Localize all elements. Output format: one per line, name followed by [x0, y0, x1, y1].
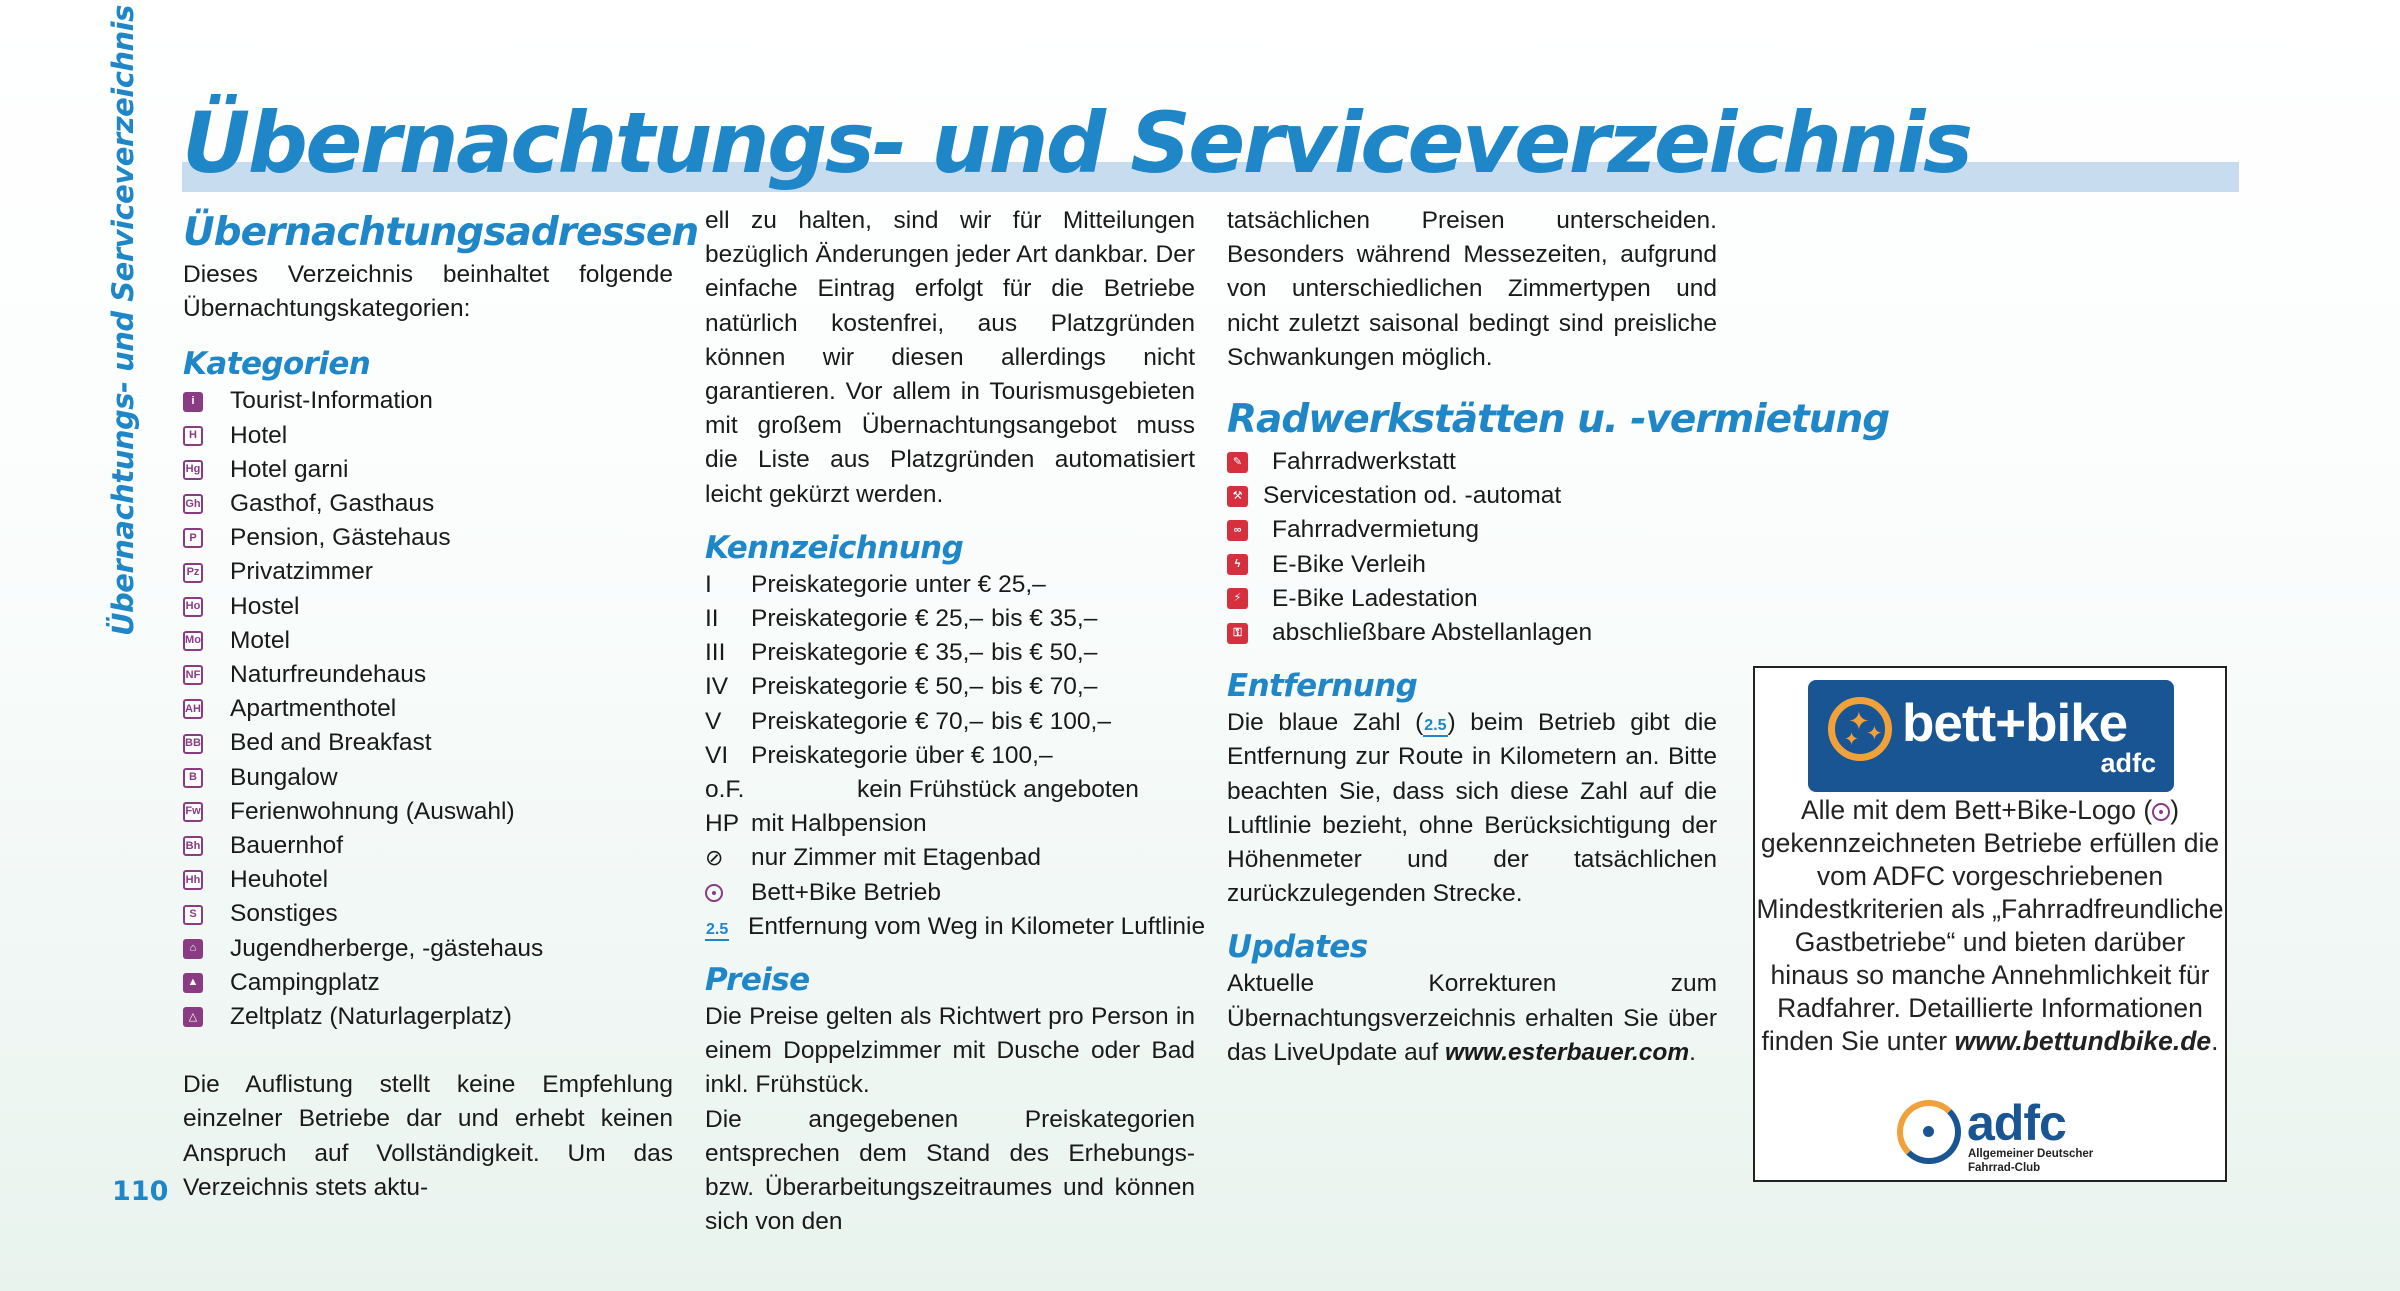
- star-icon: ✦: [1866, 723, 1883, 745]
- kategorie-item: [183, 897, 673, 931]
- preiskategorie-row: [705, 636, 1195, 670]
- row-entfernung: [705, 910, 1206, 944]
- bettundbike-link[interactable]: www.bettundbike.de: [1954, 1026, 2212, 1056]
- disclaimer-paragraph: Die Auflistung stellt keine Empfehlung einzelner Betriebe dar und erhebt keinen Anspruch auf Vollständigkeit. Um das Verzeichnis stets aktu-: [183, 1071, 673, 1201]
- kategorie-label: Bauernhof: [230, 832, 344, 860]
- distance-number-icon: 2.5: [1423, 717, 1447, 737]
- preis-code: III: [705, 639, 726, 667]
- kategorie-label: Heuhotel: [230, 866, 329, 894]
- preis-b: bis € 35,–: [991, 605, 1098, 633]
- preiskategorie-row: [705, 739, 1195, 773]
- column-2: [705, 204, 1206, 1239]
- bett-bike-symbol-icon: [2152, 803, 2170, 821]
- kategorie-label: Bed and Breakfast: [230, 729, 432, 757]
- text: Entfernung vom Weg in Kilometer Luftlinie: [748, 912, 1206, 940]
- heading-updates: Updates: [1227, 929, 1368, 966]
- rad-label: Fahrradvermietung: [1272, 516, 1479, 544]
- preiskategorie-list: [705, 568, 1195, 773]
- row-halbpension: [705, 807, 1195, 841]
- bike-lock-icon: ⚿: [1227, 623, 1248, 644]
- kategorie-label: Gasthof, Gasthaus: [230, 490, 435, 518]
- heading-radwerkstaetten: Radwerkstätten u. -vermietung: [1227, 397, 1890, 443]
- rad-label: E-Bike Verleih: [1272, 550, 1426, 578]
- apartmenthotel-icon: AH: [183, 699, 203, 719]
- adfc-logo: [1897, 1096, 2117, 1176]
- kategorie-item: [183, 624, 673, 658]
- preis-a: über € 100,–: [915, 741, 1053, 769]
- kategorie-label: Hotel garni: [230, 455, 349, 483]
- kategorie-item: [183, 521, 673, 555]
- preis-a: € 25,–: [915, 605, 984, 633]
- kategorie-label: Bungalow: [230, 763, 338, 791]
- text: nur Zimmer mit Etagenbad: [751, 844, 1042, 872]
- kategorie-label: Ferienwohnung (Auswahl): [230, 797, 515, 825]
- campingplatz-icon: ▲: [183, 973, 203, 993]
- text: kein Frühstück angeboten: [857, 776, 1139, 804]
- preis-code: II: [705, 605, 719, 633]
- preis-label: Preiskategorie: [751, 673, 908, 701]
- rad-item: [1227, 548, 1717, 582]
- kategorie-item: [183, 761, 673, 795]
- preis-code: I: [705, 570, 712, 598]
- rad-item: [1227, 445, 1717, 479]
- kategorien-list: [183, 384, 673, 1034]
- hotel-garni-icon: Hg: [183, 460, 203, 480]
- service-station-icon: ⚒: [1227, 486, 1248, 507]
- rad-label: abschließbare Abstellanlagen: [1272, 619, 1593, 647]
- preise-paragraph-1: Die Preise gelten als Richtwert pro Person in einem Doppelzimmer mit Dusche oder Bad inkl. Frühstück.: [705, 1003, 1195, 1099]
- preiskategorie-row: [705, 602, 1195, 636]
- kategorie-item: [183, 384, 673, 418]
- kategorie-label: Naturfreundehaus: [230, 661, 427, 689]
- kategorie-item: [183, 487, 673, 521]
- esterbauer-link[interactable]: www.esterbauer.com: [1444, 1038, 1690, 1066]
- logo-wordmark: bett+bike: [1902, 694, 2128, 753]
- sonstiges-icon: S: [183, 905, 203, 925]
- logo-subtitle: adfc: [2100, 748, 2156, 778]
- naturfreundehaus-icon: NF: [183, 665, 203, 685]
- column-3: [1227, 204, 1890, 1070]
- kategorie-item: [183, 692, 673, 726]
- kategorie-label: Hotel: [230, 421, 288, 449]
- kategorie-label: Zeltplatz (Naturlagerplatz): [230, 1003, 512, 1031]
- code: o.F.: [705, 776, 745, 804]
- preis-code: IV: [705, 673, 729, 701]
- preiskategorie-row: [705, 670, 1195, 704]
- kategorie-label: Privatzimmer: [230, 558, 373, 586]
- kategorie-label: Jugendherberge, -gästehaus: [230, 934, 544, 962]
- preiskategorie-row: [705, 705, 1195, 739]
- continuation-paragraph: tatsächlichen Preisen unterscheiden. Besonders während Messezeiten, aufgrund von unterschiedlichen Zimmertypen und nicht zuletzt saisonal bedingt sind preisliche Schwankungen möglich.: [1227, 207, 1717, 371]
- updates-paragraph: Aktuelle Korrekturen zum Übernachtungsverzeichnis erhalten Sie über das LiveUpdate auf www.esterbauer.com.: [1227, 970, 1717, 1066]
- preis-a: € 70,–: [915, 707, 984, 735]
- distance-number-icon: 2.5: [705, 910, 748, 944]
- tourist-info-icon: i: [183, 392, 203, 412]
- bett-bike-description: Alle mit dem Bett+Bike-Logo ( ) gekennzeichneten Betriebe erfüllen die vom ADFC vorgeschriebenen Mindestkriterien als „Fahrradfreundliche Gastbetriebe“ und bieten darüber hinaus so manche Annehmlichkeit für Radfahrer. Detaillierte Informationen finden Sie unter www.bettundbike.de.: [1756, 795, 2224, 1056]
- row-etagenbad: [705, 841, 1195, 875]
- preise-paragraph-2: Die angegebenen Preiskategorien entsprechen dem Stand des Erhebungs- bzw. Überarbeitungszeitraumes und können sich von den: [705, 1105, 1195, 1236]
- rad-label: Servicestation od. -automat: [1263, 482, 1562, 510]
- side-running-head: [96, 5, 150, 636]
- gasthof-icon: Gh: [183, 494, 203, 514]
- page-title: Übernachtungs- und Serviceverzeichnis: [182, 94, 1971, 192]
- rad-item: [1227, 479, 1717, 513]
- row-bett-bike: [705, 876, 1195, 910]
- no-shower-icon: ⊘: [705, 845, 724, 871]
- kategorie-label: Campingplatz: [230, 968, 380, 996]
- star-icon: ✦: [1844, 729, 1860, 749]
- preis-label: Preiskategorie: [751, 570, 908, 598]
- preis-label: Preiskategorie: [751, 605, 908, 633]
- kategorie-item: [183, 1000, 673, 1034]
- page-number: 110: [112, 1176, 169, 1207]
- zeltplatz-icon: △: [183, 1007, 203, 1027]
- bett-bike-logo: [1808, 680, 2174, 792]
- code: HP: [705, 810, 740, 838]
- preiskategorie-row: [705, 568, 1195, 602]
- preis-code: VI: [705, 741, 729, 769]
- heuhotel-icon: Hh: [183, 870, 203, 890]
- preis-a: unter € 25,–: [915, 570, 1046, 598]
- wrench-icon: ✎: [1227, 452, 1248, 473]
- heading-uebernachtungsadressen: Übernachtungsadressen: [183, 210, 699, 255]
- bike-rental-icon: ∞: [1227, 520, 1248, 541]
- column-1: [183, 208, 699, 1205]
- kategorie-item: [183, 829, 673, 863]
- kategorie-label: Motel: [230, 626, 290, 654]
- privatzimmer-icon: Pz: [183, 563, 203, 583]
- preis-b: bis € 50,–: [991, 639, 1098, 667]
- preis-label: Preiskategorie: [751, 741, 908, 769]
- row-ohne-fruehstueck: [705, 773, 1195, 807]
- bett-bike-symbol-icon: [705, 876, 751, 910]
- rad-item: [1227, 582, 1717, 616]
- kategorie-item: [183, 932, 673, 966]
- preis-a: € 35,–: [915, 639, 984, 667]
- bett-bike-info-box: [1753, 666, 2227, 1182]
- heading-kategorien: Kategorien: [183, 346, 371, 383]
- text: Bett+Bike Betrieb: [751, 878, 941, 906]
- kategorie-item: [183, 658, 673, 692]
- adfc-full-name: Allgemeiner Deutscher Fahrrad-Club: [1968, 1148, 2094, 1174]
- side-running-head-text: Übernachtungs- und Serviceverzeichnis: [106, 5, 140, 636]
- bed-breakfast-icon: BB: [183, 734, 203, 754]
- jugendherberge-icon: ⌂: [183, 939, 203, 959]
- kategorie-label: Hostel: [230, 592, 300, 620]
- kategorie-label: Apartmenthotel: [230, 695, 397, 723]
- preis-a: € 50,–: [915, 673, 984, 701]
- rad-item: [1227, 616, 1717, 650]
- kategorie-item: [183, 555, 673, 589]
- hostel-icon: Ho: [183, 597, 203, 617]
- rad-label: E-Bike Ladestation: [1272, 584, 1478, 612]
- preis-label: Preiskategorie: [751, 639, 908, 667]
- kategorie-item: [183, 590, 673, 624]
- pension-icon: P: [183, 528, 203, 548]
- bauernhof-icon: Bh: [183, 836, 203, 856]
- text: mit Halbpension: [751, 810, 927, 838]
- kategorie-item: [183, 726, 673, 760]
- entfernung-paragraph: Die blaue Zahl (2.5) beim Betrieb gibt die Entfernung zur Route in Kilometern an. Bitte beachten Sie, dass sich diese Zahl auf die Luftlinie bezieht, ohne Berücksichtigung der Höhenmeter und der tatsächlichen zurückzulegenden Strecke.: [1227, 709, 1717, 908]
- kategorie-item: [183, 966, 673, 1000]
- heading-preise: Preise: [705, 962, 810, 999]
- ebike-rental-icon: ϟ: [1227, 554, 1248, 575]
- ferienwohnung-icon: Fw: [183, 802, 203, 822]
- ebike-charging-icon: ⚡: [1227, 588, 1248, 609]
- rad-label: Fahrradwerkstatt: [1272, 448, 1456, 476]
- kategorie-item: [183, 795, 673, 829]
- adfc-dot-icon: [1923, 1126, 1934, 1137]
- kategorie-item: [183, 863, 673, 897]
- intro-paragraph: Dieses Verzeichnis beinhaltet folgende Übernachtungskategorien:: [183, 261, 673, 323]
- radwerkstaetten-list: [1227, 445, 1717, 650]
- preis-b: bis € 100,–: [991, 707, 1111, 735]
- kategorie-label: Pension, Gästehaus: [230, 524, 451, 552]
- hotel-icon: H: [183, 426, 203, 446]
- kategorie-item: [183, 453, 673, 487]
- bungalow-icon: B: [183, 768, 203, 788]
- heading-entfernung: Entfernung: [1227, 668, 1418, 705]
- kategorie-label: Sonstiges: [230, 900, 338, 928]
- heading-kennzeichnung: Kennzeichnung: [705, 529, 964, 566]
- continuation-paragraph: ell zu halten, sind wir für Mitteilungen bezüglich Änderungen jeder Art dankbar. Der einfache Eintrag erfolgt für die Betriebe natürlich kostenfrei, aus Platzgründen können wir diesen allerdings nicht garantieren. Vor allem in Tourismusgebieten mit großem Übernachtungsangebot muss die Liste aus Platzgründen automatisiert leicht gekürzt werden.: [705, 207, 1195, 508]
- motel-icon: Mo: [183, 631, 203, 651]
- star-icon: ✦: [1848, 706, 1870, 736]
- preis-b: bis € 70,–: [991, 673, 1098, 701]
- rad-item: [1227, 513, 1717, 547]
- preis-code: V: [705, 707, 722, 735]
- kategorie-item: [183, 419, 673, 453]
- adfc-wordmark: adfc: [1967, 1095, 2066, 1151]
- kategorie-label: Tourist-Information: [230, 387, 433, 415]
- preis-label: Preiskategorie: [751, 707, 908, 735]
